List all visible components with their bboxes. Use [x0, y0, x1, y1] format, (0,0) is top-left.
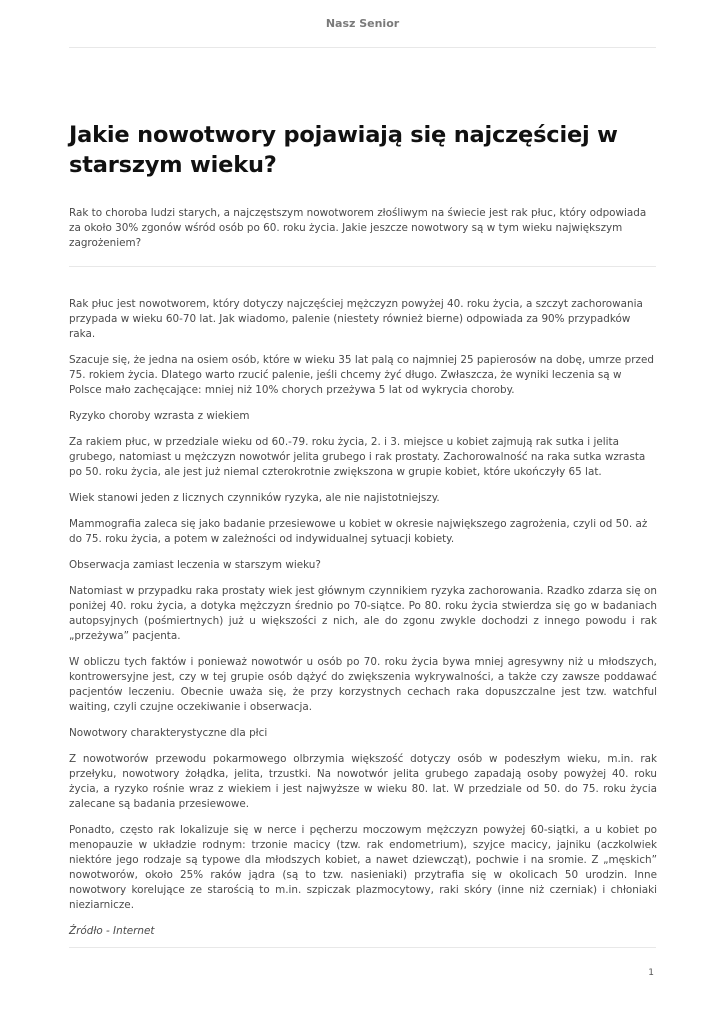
article-body	[69, 297, 657, 950]
paragraph: Rak płuc jest nowotworem, który dotyczy najczęściej mężczyzn powyżej 40. roku życia, a szczyt zachorowania przypada w wieku 60-70 lat. Jak wiadomo, palenie (niestety również bierne) odpowiada za 90% przypadków raka.	[69, 298, 643, 340]
paragraph: Szacuje się, że jedna na osiem osób, które w wieku 35 lat palą co najmniej 25 papierosów na dobę, umrze przed 75. rokiem życia. Dlatego warto rzucić palenie, jeśli chcemy żyć długo. Zwłaszcza, że wyniki leczenia są w Polsce mało zachęcające: mniej niż 10% chorych przeżywa 5 lat od wykrycia choroby.	[69, 354, 654, 396]
footer-divider	[69, 947, 656, 948]
article-title: Jakie nowotwory pojawiają się najczęściej w starszym wieku?	[69, 122, 618, 178]
paragraph: Mammografia zaleca się jako badanie przesiewowe u kobiet w okresie największego zagrożenia, czyli od 50. aż do 75. roku życia, a potem w zależności od indywidualnej sytuacji kobiety.	[69, 518, 648, 545]
paragraph: Za rakiem płuc, w przedziale wieku od 60.-79. roku życia, 2. i 3. miejsce u kobiet zajmują rak sutka i jelita grubego, natomiast u mężczyzn nowotwór jelita grubego i rak prostaty. Zachorowalność na raka sutka wzrasta po 50. roku życia, ale jest już niemal czterokrotnie zwiększona w grupie kobiet, które ukończyły 65 lat.	[69, 436, 646, 478]
paragraph: Z nowotworów przewodu pokarmowego olbrzymia większość dotyczy osób w podeszłym wieku, m.in. rak przełyku, nowotwory żołądka, jelita, trzustki. Na nowotwór jelita grubego zapadają osoby powyżej 40. roku życia, a ryzyko rośnie wraz z wiekiem i jest najwyższe w wieku 80. lat. W przedziale od 50. do 75. roku życia zalecane są badania przesiewowe.	[69, 753, 657, 810]
header-divider	[69, 47, 656, 48]
page-number: 1	[648, 968, 654, 978]
paragraph: Wiek stanowi jeden z licznych czynników ryzyka, ale nie najistotniejszy.	[69, 492, 440, 504]
lead-divider	[69, 266, 656, 267]
article-lead: Rak to choroba ludzi starych, a najczęstszym nowotworem złośliwym na świecie jest rak płuc, który odpowiada za około 30% zgonów wśród osób po 60. roku życia. Jakie jeszcze nowotwory są w tym wieku największym zagrożeniem?	[69, 207, 647, 249]
section-heading: Obserwacja zamiast leczenia w starszym wieku?	[69, 559, 321, 571]
article-source: Źródło - Internet	[69, 925, 155, 937]
section-heading: Ryzyko choroby wzrasta z wiekiem	[69, 410, 250, 422]
paragraph: Natomiast w przypadku raka prostaty wiek jest głównym czynnikiem ryzyka zachorowania. Rzadko zdarza się on poniżej 40. roku życia, a dotyka mężczyzn średnio po 70-siątce. Po 80. roku życia stwierdza się go w badaniach autopsyjnych (pośmiertnych) już u większości z nich, ale do zgonu zwykle dochodzi z innego powodu i rak „przeżywa” pacjenta.	[69, 585, 657, 642]
site-name: Nasz Senior	[325, 17, 400, 30]
section-heading: Nowotwory charakterystyczne dla płci	[69, 727, 268, 739]
paragraph: Ponadto, często rak lokalizuje się w nerce i pęcherzu moczowym mężczyzn powyżej 60-siątki, a u kobiet po menopauzie w układzie rodnym: trzonie macicy (tzw. rak endometrium), szyjce macicy, jajniku (aczkolwiek niektóre jego rodzaje są typowe dla młodszych kobiet, a nawet dziewcząt), pochwie i na sromie. Z „męskich” nowotworów, około 25% raków jądra (są to tzw. nasieniaki) przytrafia się w okolicach 50 urodzin. Inne nowotwory korelujące ze starością to m.in. szpiczak plazmocytowy, raki skóry (inne niż czerniak) i chłoniaki nieziarnicze.	[69, 824, 657, 911]
paragraph: W obliczu tych faktów i ponieważ nowotwór u osób po 70. roku życia bywa mniej agresywny niż u młodszych, kontrowersyjne jest, czy w tej grupie osób dążyć do zwiększenia wykrywalności, a także czy zawsze poddawać pacjentów leczeniu. Obecnie uważa się, że przy korzystnych cechach raka dopuszczalne jest tzw. watchful waiting, czyli czujne oczekiwanie i obserwacja.	[69, 656, 657, 713]
